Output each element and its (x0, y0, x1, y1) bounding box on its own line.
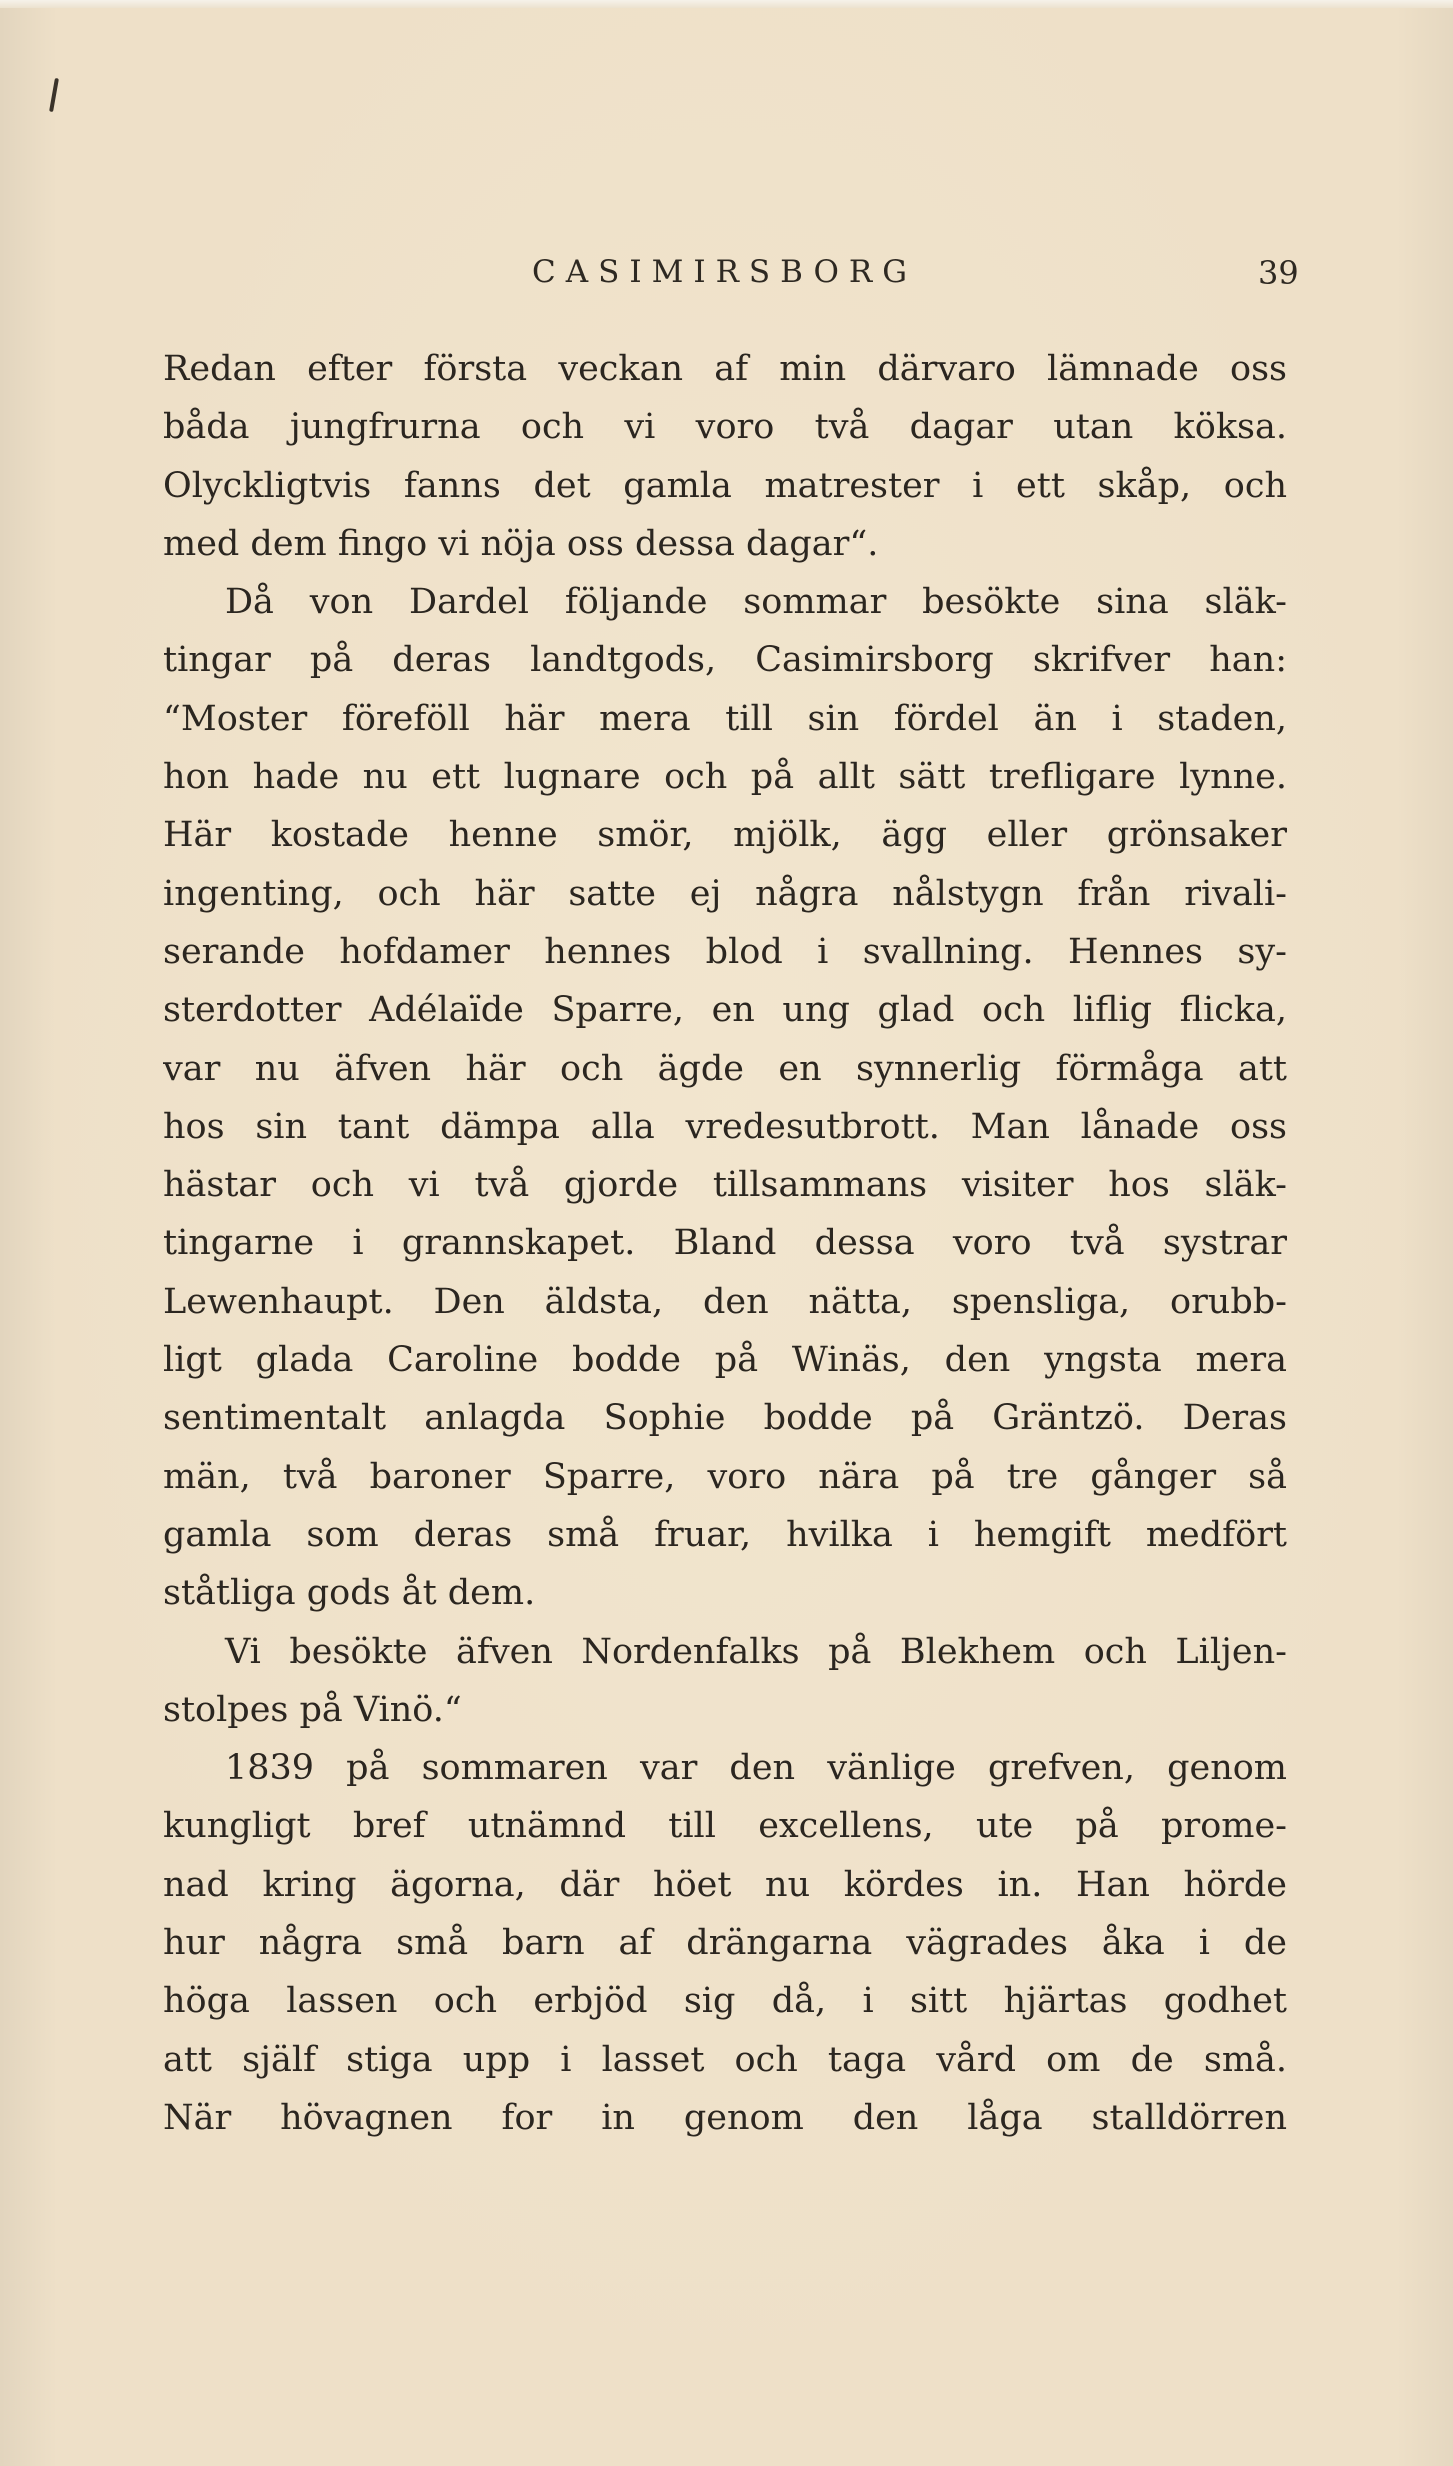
text-line: Här kostade henne smör, mjölk, ägg eller grönsaker (163, 815, 1287, 856)
text-line: nad kring ägorna, där höet nu kördes in. Han hörde (163, 1864, 1287, 1905)
text-line: Vi besökte äfven Nordenfalks på Blekhem och Liljen- (225, 1631, 1287, 1672)
running-head (0, 248, 1453, 308)
text-line: att själf stiga upp i lasset och taga vård om de små. (163, 2039, 1287, 2080)
text-line: serande hofdamer hennes blod i svallning. Hennes sy- (163, 931, 1287, 972)
text-line: var nu äfven här och ägde en synnerlig förmåga att (163, 1048, 1287, 1089)
text-line: sentimentalt anlagda Sophie bodde på Gräntzö. Deras (163, 1398, 1287, 1439)
text-line: Då von Dardel följande sommar besökte sina släk- (225, 582, 1287, 623)
text-line: båda jungfrurna och vi voro två dagar utan köksa. (163, 407, 1287, 448)
text-line: hur några små barn af drängarna vägrades åka i de (163, 1923, 1287, 1964)
text-line: män, två baroner Sparre, voro nära på tre gånger så (163, 1456, 1287, 1497)
page-number: 39 (1258, 254, 1299, 292)
text-line: ingenting, och här satte ej några nålstygn från rivali- (163, 873, 1287, 914)
text-line: ståtliga gods åt dem. (163, 1573, 536, 1614)
page-top-edge (0, 0, 1453, 8)
text-line: hästar och vi två gjorde tillsammans visiter hos släk- (163, 1165, 1287, 1206)
running-head-title: CASIMIRSBORG (532, 254, 918, 290)
text-line: Olyckligtvis fanns det gamla matrester i ett skåp, och (163, 465, 1287, 506)
text-line: ligt glada Caroline bodde på Winäs, den yngsta mera (163, 1340, 1287, 1381)
text-line: kungligt bref utnämnd till excellens, ute på prome- (163, 1806, 1287, 1847)
text-line: gamla som deras små fruar, hvilka i hemgift medfört (163, 1514, 1287, 1555)
text-line: höga lassen och erbjöd sig då, i sitt hjärtas godhet (163, 1981, 1287, 2022)
text-line: hos sin tant dämpa alla vredesutbrott. Man lånade oss (163, 1106, 1287, 1147)
text-line: tingar på deras landtgods, Casimirsborg skrifver han: (163, 640, 1287, 681)
text-line: stolpes på Vinö.“ (163, 1689, 462, 1730)
body-text (163, 340, 1287, 2147)
ink-mark (49, 78, 59, 112)
text-line: med dem fingo vi nöja oss dessa dagar“. (163, 523, 879, 564)
text-line: När hövagnen for in genom den låga stalldörren (163, 2097, 1287, 2138)
text-line: 1839 på sommaren var den vänlige grefven, genom (225, 1748, 1287, 1789)
text-line: sterdotter Adélaïde Sparre, en ung glad och liflig flicka, (163, 990, 1287, 1031)
text-line: “Moster föreföll här mera till sin fördel än i staden, (163, 698, 1287, 739)
text-line: Lewenhaupt. Den äldsta, den nätta, spensliga, orubb- (163, 1281, 1287, 1322)
text-line: tingarne i grannskapet. Bland dessa voro två systrar (163, 1223, 1287, 1264)
text-line: Redan efter första veckan af min därvaro lämnade oss (163, 349, 1287, 389)
text-line: hon hade nu ett lugnare och på allt sätt trefligare lynne. (163, 757, 1287, 798)
